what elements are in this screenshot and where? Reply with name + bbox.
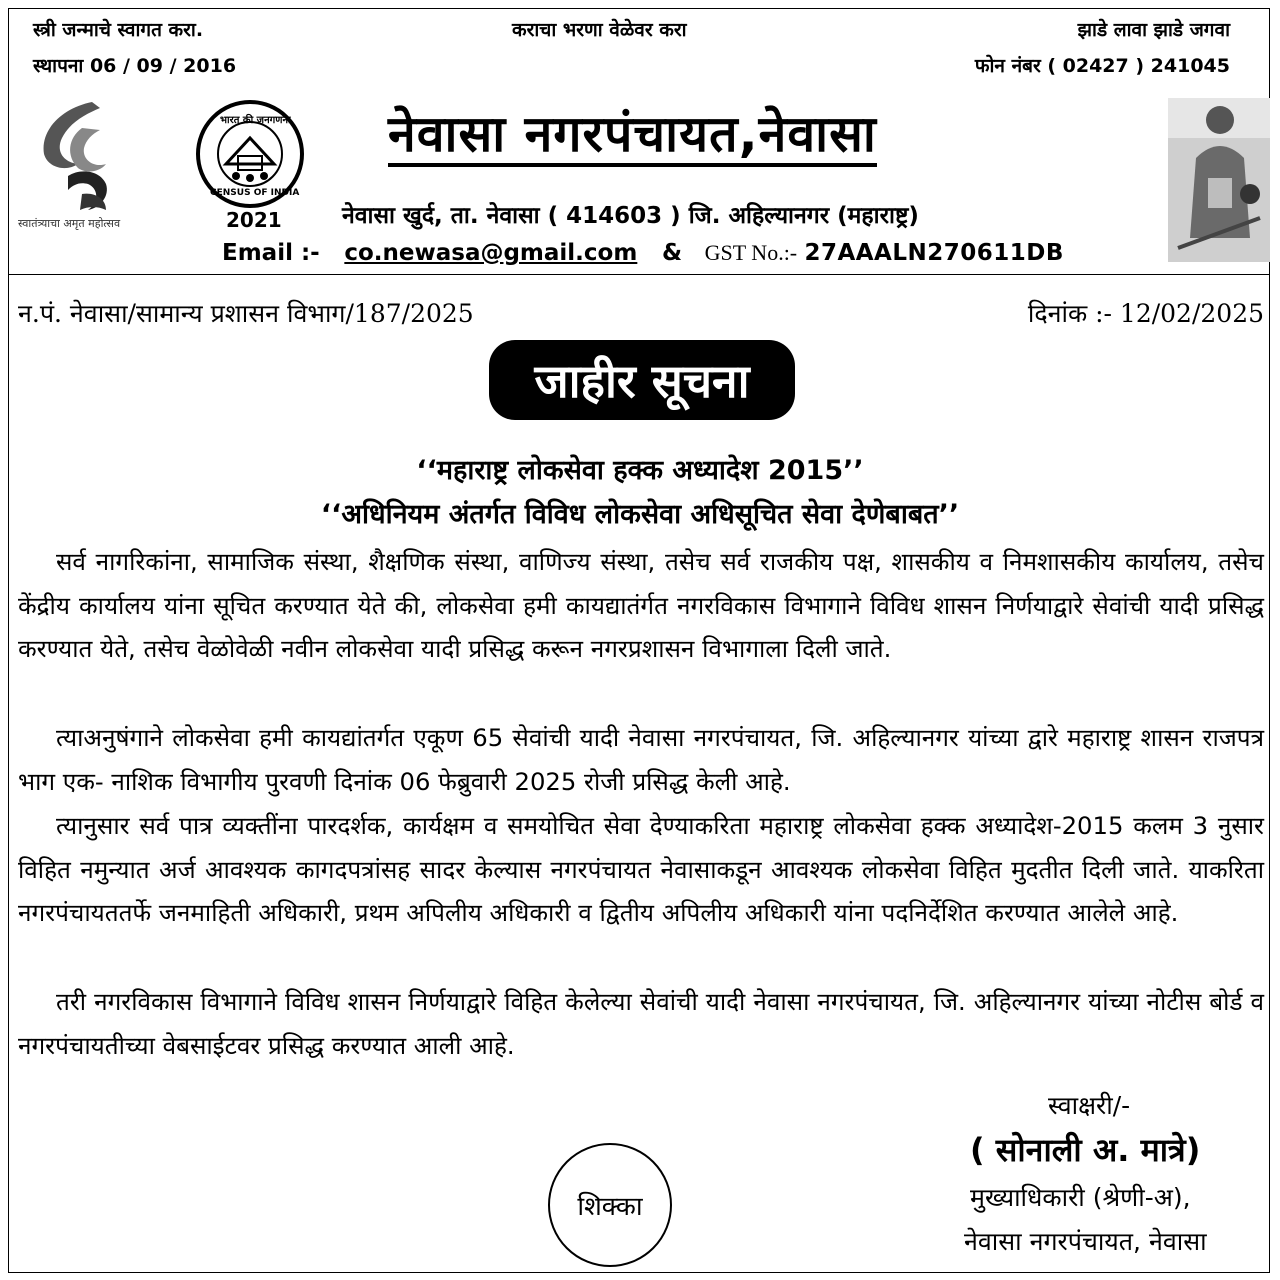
census-text-bottom: CENSUS OF INDIA bbox=[210, 188, 300, 198]
header-divider bbox=[8, 274, 1270, 275]
subtitle-ordinance: ‘‘महाराष्ट्र लोकसेवा हक्क अध्यादेश 2015’’ bbox=[416, 455, 864, 486]
person-photo-icon bbox=[1168, 98, 1270, 262]
azadi-amrit-mahotsav-logo bbox=[18, 98, 146, 238]
paragraph-2: त्याअनुषंगाने लोकसेवा हमी कायद्यांतर्गत एकूण 65 सेवांची यादी नेवासा नगरपंचायत, जि. अहिल्यानगर यांच्या द्वारे महाराष्ट्र शासन राजपत्र भाग एक- नाशिक विभागीय पुरवणी दिनांक 06 फेब्रुवारी 2025 रोजी प्रसिद्ध केली आहे. bbox=[18, 723, 1264, 796]
signatory-designation: मुख्याधिकारी (श्रेणी-अ), bbox=[970, 1183, 1191, 1212]
census-year: 2021 bbox=[226, 208, 282, 232]
subtitle-act: ‘‘अधिनियम अंतर्गत विविध लोकसेवा अधिसूचित सेवा देणेबाबत’’ bbox=[320, 499, 960, 530]
slogan-left: स्त्री जन्माचे स्वागत करा. bbox=[33, 19, 204, 41]
amp-symbol: & bbox=[661, 240, 683, 266]
paragraph-1: सर्व नागरिकांना, सामाजिक संस्था, शैक्षणिक संस्था, वाणिज्य संस्था, तसेच सर्व राजकीय पक्ष, शासकीय व निमशासकीय कार्यालय, तसेच केंद्रीय कार्यालय यांना सूचित करण्यात येते की, लोकसेवा हमी कायद्यातंर्गत नगरविकास विभागाने विविध शासन निर्णयाद्वारे सेवांची यादी प्रसिद्ध करण्यात येते, तसेच वेळोवेळी नवीन लोकसेवा यादी प्रसिद्ध करून नगरप्रशासन विभागाला दिली जाते. bbox=[18, 547, 1264, 663]
gst-label: GST No.:- bbox=[704, 240, 798, 265]
email-label: Email :- bbox=[222, 240, 320, 266]
established-date: स्थापना 06 / 09 / 2016 bbox=[33, 55, 237, 77]
logo-left-caption: स्वातंत्र्याचा अमृत महोत्सव bbox=[18, 217, 121, 230]
signature-label: स्वाक्षरी/- bbox=[1048, 1091, 1131, 1120]
signatory-office: नेवासा नगरपंचायत, नेवासा bbox=[964, 1227, 1207, 1256]
email-link[interactable]: co.newasa@gmail.com bbox=[344, 240, 638, 266]
header-photo bbox=[1168, 98, 1270, 262]
reference-number: न.पं. नेवासा/सामान्य प्रशासन विभाग/187/2025 bbox=[18, 299, 474, 328]
notice-heading: जाहीर सूचना bbox=[489, 340, 795, 420]
office-address: नेवासा खुर्द, ता. नेवासा ( 414603 ) जि. अहिल्यानगर (महाराष्ट्र) bbox=[342, 203, 919, 229]
official-seal: शिक्का bbox=[548, 1143, 672, 1267]
signatory-name: ( सोनाली अ. मात्रे) bbox=[970, 1131, 1201, 1169]
census-text-top: भारत की जनगणना bbox=[220, 115, 291, 126]
gst-number: 27AAALN270611DB bbox=[804, 240, 1064, 266]
office-title: नेवासा नगरपंचायत,नेवासा bbox=[388, 108, 877, 167]
slogan-right: झाडे लावा झाडे जगवा bbox=[1077, 19, 1230, 41]
contact-row bbox=[222, 240, 1064, 266]
slogan-center: कराचा भरणा वेळेवर करा bbox=[512, 19, 687, 41]
phone-number: फोन नंबर ( 02427 ) 241045 bbox=[974, 55, 1230, 77]
paragraph-4: तरी नगरविकास विभागाने विविध शासन निर्णयाद्वारे विहित केलेल्या सेवांची यादी नेवासा नगरपंचायत, जि. अहिल्यानगर यांच्या नोटीस बोर्ड व नगरपंचायतीच्या वेबसाईटवर प्रसिद्ध करण्यात आली आहे. bbox=[18, 987, 1264, 1060]
paragraph-3: त्यानुसार सर्व पात्र व्यक्तींना पारदर्शक, कार्यक्षम व समयोचित सेवा देण्याकरिता महाराष्ट्र लोकसेवा हक्क अध्यादेश-2015 कलम 3 नुसार विहित नमुन्यात अर्ज आवश्यक कागदपत्रांसह सादर केल्यास नगरपंचायत नेवासाकडून आवश्यक लोकसेवा विहित मुदतीत दिली जाते. याकरिता नगरपंचायततर्फे जनमाहिती अधिकारी, प्रथम अपिलीय अधिकारी व द्वितीय अपिलीय अधिकारी यांना पदनिर्देशित करण्यात आलेले आहे. bbox=[18, 811, 1264, 927]
census-of-india-logo bbox=[192, 98, 312, 238]
notice-date: दिनांक :- 12/02/2025 bbox=[1027, 299, 1264, 328]
